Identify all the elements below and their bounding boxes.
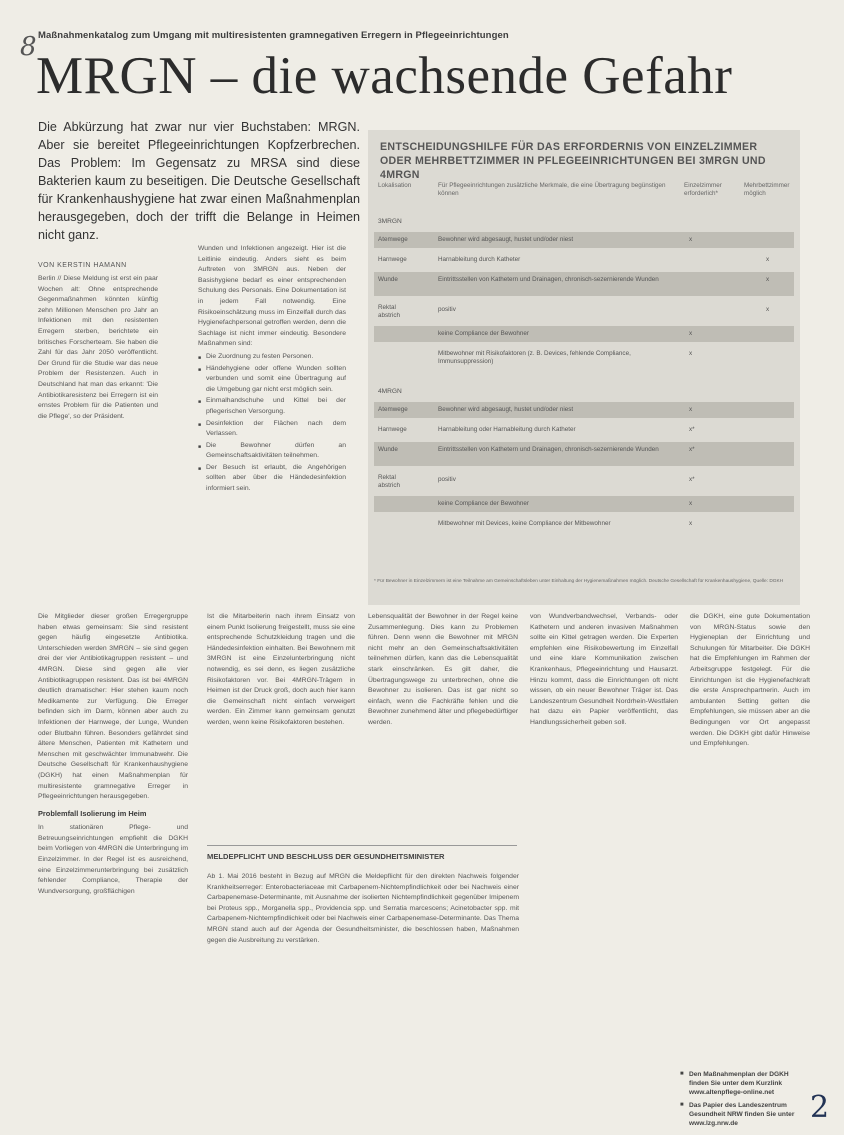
table-cell: x [689, 350, 693, 357]
list-item: ■ Einmalhandschuhe und Kittel bei der pflegerischen Versorgung. [206, 396, 346, 417]
table-cell: Harnableitung oder Harnableitung durch Katheter [438, 426, 576, 433]
table-title: ENTSCHEIDUNGSHILFE FÜR DAS ERFORDERNIS VON EINZELZIMMER ODER MEHRBETTZIMMER IN PFLEGEEINRICHTUNGEN BEI 3MRGN UND 4MRGN [380, 141, 766, 181]
table-cell: Atemwege [378, 236, 408, 243]
table-cell: x [766, 276, 770, 283]
table-footnote: * Für Bewohner in Einzelzimmern ist eine Teilnahme am Gemeinschaftsleben unter Einhaltung der Hygienemaßnahmen möglich. Deutsche Gesellschaft für Krankenhaushygiene, Quelle: DGKH [374, 579, 784, 584]
table-cell: Bewohner wird abgesaugt, hustet und/oder niest [438, 236, 574, 243]
column-4 [530, 612, 678, 1052]
table-cell: Rektal abstrich [378, 304, 401, 319]
table-cell: x* [689, 476, 695, 483]
col1-subhead: Problemfall Isolierung im Heim [38, 808, 147, 818]
column-3 [368, 612, 518, 832]
table-row [374, 516, 794, 542]
meld-text: Ab 1. Mai 2016 besteht in Bezug auf MRGN die Meldepflicht für den direkten Nachweis folgender Krankheitserreger: Enterobacteriaceae mit Carbapenem-Nichtempfindlichkeit oder bei Nachweis einer Carbapenemase-Determinante, mit Ausnahme der isolierten Nichtempfindlichkeit gegenüber Imipenem bei Proteus spp., Morganella spp., Providencia spp. und Serratia marcescens; Acinetobacter spp. mit Carbapenem-Nichtempfindlichkeit oder bei Nachweis einer Carbapenemase-Determinante. Das Thema MRGN stand auch auf der Agenda der Gesundheitsminister, die beschlossen haben, Maßnahmen gegen die Ausbreitung zu verstärken. [207, 873, 519, 944]
group-label-3mrgn: 3MRGN [378, 218, 402, 225]
col1-intro: Berlin // Diese Meldung ist erst ein paar Wochen alt: Ohne entsprechende Gegenmaßnahmen könnten künftig zehn Millionen Menschen pro Jahr an Infektionen mit den resistenten Erregern sterben, berichtete ein britisches Forscherteam. Sie haben die Zahl für das Jahr 2050 veröffentlicht. Der Grund für die Studie war das neue Problem der Resistenzen. Auch in Deutschland hat man das erkannt: 'Die Antibiotikaresistenz bei Erregern ist ein ernstes Problem für die Patienten und die Pflege', so der Präsident. [38, 275, 158, 420]
column-1-bottom [38, 612, 188, 1082]
col4-text: von Wundverbandwechsel, Verbands- oder Kathetern und anderen invasiven Maßnahmen sollte ein Kittel getragen werden. Die Experten empfehlen eine Risikobewertung im Einzelfall und eine klare Kommunikation zwischen Krankenhaus, Pflegeeinrichtung und Hausarzt. Hinzu kommt, dass die Einrichtungen oft nicht wissen, ob ein neuer Bewohner Träger ist. Das Landeszentrum Gesundheit Nordrhein-Westfalen hat dazu ein Papier veröffentlicht, das Handlungssicherheit geben soll. [530, 613, 678, 726]
table-cell: keine Compliance der Bewohner [438, 330, 530, 337]
list-item: ■ Desinfektion der Flächen nach dem Verlassen. [206, 419, 346, 440]
table-cell: Mitbewohner mit Devices, keine Compliance der Mitbewohner [438, 520, 611, 527]
table-row [374, 346, 794, 378]
table-cell: x [766, 256, 770, 263]
column-2-top [198, 244, 346, 604]
table-row [374, 422, 794, 438]
table-cell: x [689, 500, 693, 507]
table-cell: x [689, 236, 693, 243]
table-row [374, 300, 794, 322]
table-row [374, 326, 794, 342]
column-5 [690, 612, 810, 1052]
header-mehrbettzimmer: Mehrbettzimmer möglich [744, 182, 790, 197]
column-2-bottom [207, 612, 355, 832]
col3-text: Lebensqualität der Bewohner in der Regel keine Zusammenlegung. Dies kann zu Problemen führen. Denn wenn die Bewohner mit MRGN nicht mehr an den Gemeinschaftsaktivitäten teilnehmen dürfen, kann das die Lebensqualität stark einschränken. Es gilt daher, die Übertragungswege zu unterbrechen, ohne die Bewohner zu isolieren. Das ist gar nicht so einfach, wenn die Fachkräfte fehlen und die Bewohner zunehmend älter und pflegebedürftiger werden. [368, 613, 518, 726]
hint-lzg[interactable]: ■ Das Papier des Landeszentrum Gesundheit NRW finden Sie unter www.lzg.nrw.de [680, 1101, 808, 1129]
byline: VON KERSTIN HAMANN [38, 262, 127, 269]
page-number: 2 [810, 1090, 830, 1125]
decision-table-box [368, 130, 800, 605]
list-item: ■ Die Bewohner dürfen an Gemeinschaftsaktivitäten teilnehmen. [206, 441, 346, 462]
meld-heading: MELDEPFLICHT UND BESCHLUSS DER GESUNDHEITSMINISTER [207, 852, 445, 861]
table-cell: x [689, 406, 693, 413]
table-cell: x [689, 520, 693, 527]
table-cell: Rektal abstrich [378, 474, 401, 489]
table-cell: Wunde [378, 276, 398, 283]
table-row [374, 470, 794, 492]
meld-body [207, 872, 519, 1112]
table-cell: x [766, 306, 770, 313]
table-cell: Harnwege [378, 256, 407, 263]
header-lokalisation: Lokalisation [378, 182, 412, 189]
table-cell: Harnwege [378, 426, 407, 433]
handwritten-mark: 8 [20, 32, 37, 62]
table-header [374, 182, 794, 212]
group-label-4mrgn: 4MRGN [378, 388, 402, 395]
table-cell: x* [689, 446, 695, 453]
table-cell: Wunde [378, 446, 398, 453]
table-row [374, 496, 794, 512]
hint-dgkh[interactable]: ■ Den Maßnahmenplan der DGKH finden Sie unter dem Kurzlink www.altenpflege-online.net [680, 1070, 808, 1098]
table-row [374, 232, 794, 248]
table-cell: Atemwege [378, 406, 408, 413]
table-cell: keine Compliance der Bewohner [438, 500, 530, 507]
header-einzelzimmer: Einzelzimmer erforderlich* [684, 182, 722, 197]
table-row [374, 442, 794, 466]
col2-top: Wunden und Infektionen angezeigt. Hier ist die Leitlinie eindeutig. Anders sieht es beim Auftreten von 3MRGN aus. Neben der Basishygiene bedarf es einer entsprechenden Schulung des Personals. Eine Dokumentation ist in jedem Fall notwendig. Eine Risikoeinschätzung muss im Einzelfall durch das Hygienefachpersonal getroffen werden, denn die Sachlage ist nicht immer eindeutig. Besondere Maßnahmen sind: [198, 245, 346, 348]
table-cell: Harnableitung durch Katheter [438, 256, 521, 263]
table-cell: Eintrittsstellen von Kathetern und Drainagen, chronisch-sezernierende Wunden [438, 446, 659, 453]
kicker-line: Maßnahmenkatalog zum Umgang mit multiresistenten gramnegativen Erregern in Pflegeeinrichtungen [38, 30, 509, 41]
col2-bottom: Ist die Mitarbeiterin nach ihrem Einsatz von einem Punkt Isolierung freigestellt, muss sie eine entsprechende Schutzkleidung tragen und die Händedesinfektion einhalten. Bei Bewohnern mit 3MRGN ist eine Einzelunterbringung nicht notwendig, es sei denn, es liegen zusätzliche Risikofaktoren vor. Bei 4MRGN-Trägern in Heimen ist der Druck groß, doch auch hier kann die Gemeinschaft nicht einfach verweigert werden. Ein Zimmer kann gemeinsam genutzt werden, wenn keine Risikofaktoren bestehen. [207, 613, 355, 726]
list-item: ■ Händehygiene oder offene Wunden sollten verbunden und somit eine Übertragung auf die Umgebung gar nicht erst möglich sein. [206, 364, 346, 396]
table-row [374, 272, 794, 296]
col1-end: In stationären Pflege- und Betreuungseinrichtungen empfiehlt die DGKH beim Vorliegen von 4MRGN die Unterbringung im Einzelzimmer. In der Regel ist es ausreichend, eine Einzelzimmerunterbringung bei zusätzlich fehlender Compliance, Therapie der Wundversorgung, großflächigen [38, 824, 188, 895]
page-title: MRGN – die wachsende Gefahr [36, 47, 733, 105]
header-merkmale: Für Pflegeeinrichtungen zusätzliche Merkmale, die eine Übertragung begünstigen können [438, 182, 666, 197]
table-cell: Bewohner wird abgesaugt, hustet und/oder niest [438, 406, 574, 413]
table-cell: positiv [438, 306, 456, 313]
table-cell: x* [689, 426, 695, 433]
col1-body: Die Mitglieder dieser großen Erregergruppe haben etwas gemeinsam: Sie sind resistent gegen häufig eingesetzte Antibiotika. Unterschieden werden 3MRGN – sie sind gegen drei der vier Antibiotikagruppen resistent – und 4MRGN. Diese sind gegen alle vier Antibiotikagruppen resistent. Das ist bei 4MRGN deutlich dramatischer: Hier stehen kaum noch Medikamente zur Verfügung. Die Erreger befinden sich im Darm, können aber auch zu Infektionen der Harnwege, der Lunge, Wunden oder Blutbahn führen. Besonders gefährdet sind ältere Menschen, Patienten mit Kathetern und Menschen mit geschwächter Immunabwehr. Die Deutsche Gesellschaft für Krankenhaushygiene (DGKH) hat einen Maßnahmenplan für multiresistente gramnegative Erreger in Pflegeeinrichtungen herausgegeben. [38, 613, 188, 801]
table-cell: positiv [438, 476, 456, 483]
col2-bullet-list [198, 352, 346, 495]
list-item: ■ Die Zuordnung zu festen Personen. [206, 352, 346, 363]
teaser-text: Die Abkürzung hat zwar nur vier Buchstaben: MRGN. Aber sie bereitet Pflegeeinrichtungen Kopfzerbrechen. Das Problem: Im Gegensatz zu MRSA sind diese Bakterien kaum zu beseitigen. Die Deutsche Gesellschaft für Krankenhaushygiene hat zwar einen Maßnahmenplan herausgegeben, doch der trifft die Belange in Heimen nicht ganz. [38, 120, 360, 242]
table-cell: x [689, 330, 693, 337]
table-cell: Mitbewohner mit Risikofaktoren (z. B. Devices, fehlende Compliance, Immunsuppression) [438, 350, 631, 365]
link-hints [680, 1070, 808, 1131]
table-row [374, 402, 794, 418]
col5-text: die DGKH, eine gute Dokumentation von MRGN-Status sowie den Hygieneplan der Einrichtung und Schulungen für Mitarbeiter. Die DGKH hat die Empfehlungen im Rahmen der Arbeitsgruppe festgelegt. Für die Einrichtungen ist die Hygienefachkraft die erste Ansprechpartnerin. Auch im ambulanten Setting gelten die Empfehlungen, sie müssen aber an die Bedingungen vor Ort angepasst werden. Die DGKH gibt dafür Hinweise und Empfehlungen. [690, 613, 810, 748]
table-row [374, 252, 794, 268]
meld-divider [207, 845, 517, 846]
table-cell: Eintrittsstellen von Kathetern und Drainagen, chronisch-sezernierende Wunden [438, 276, 659, 283]
list-item: ■ Der Besuch ist erlaubt, die Angehörigen sollten aber über die Händedesinfektion informiert sein. [206, 463, 346, 495]
